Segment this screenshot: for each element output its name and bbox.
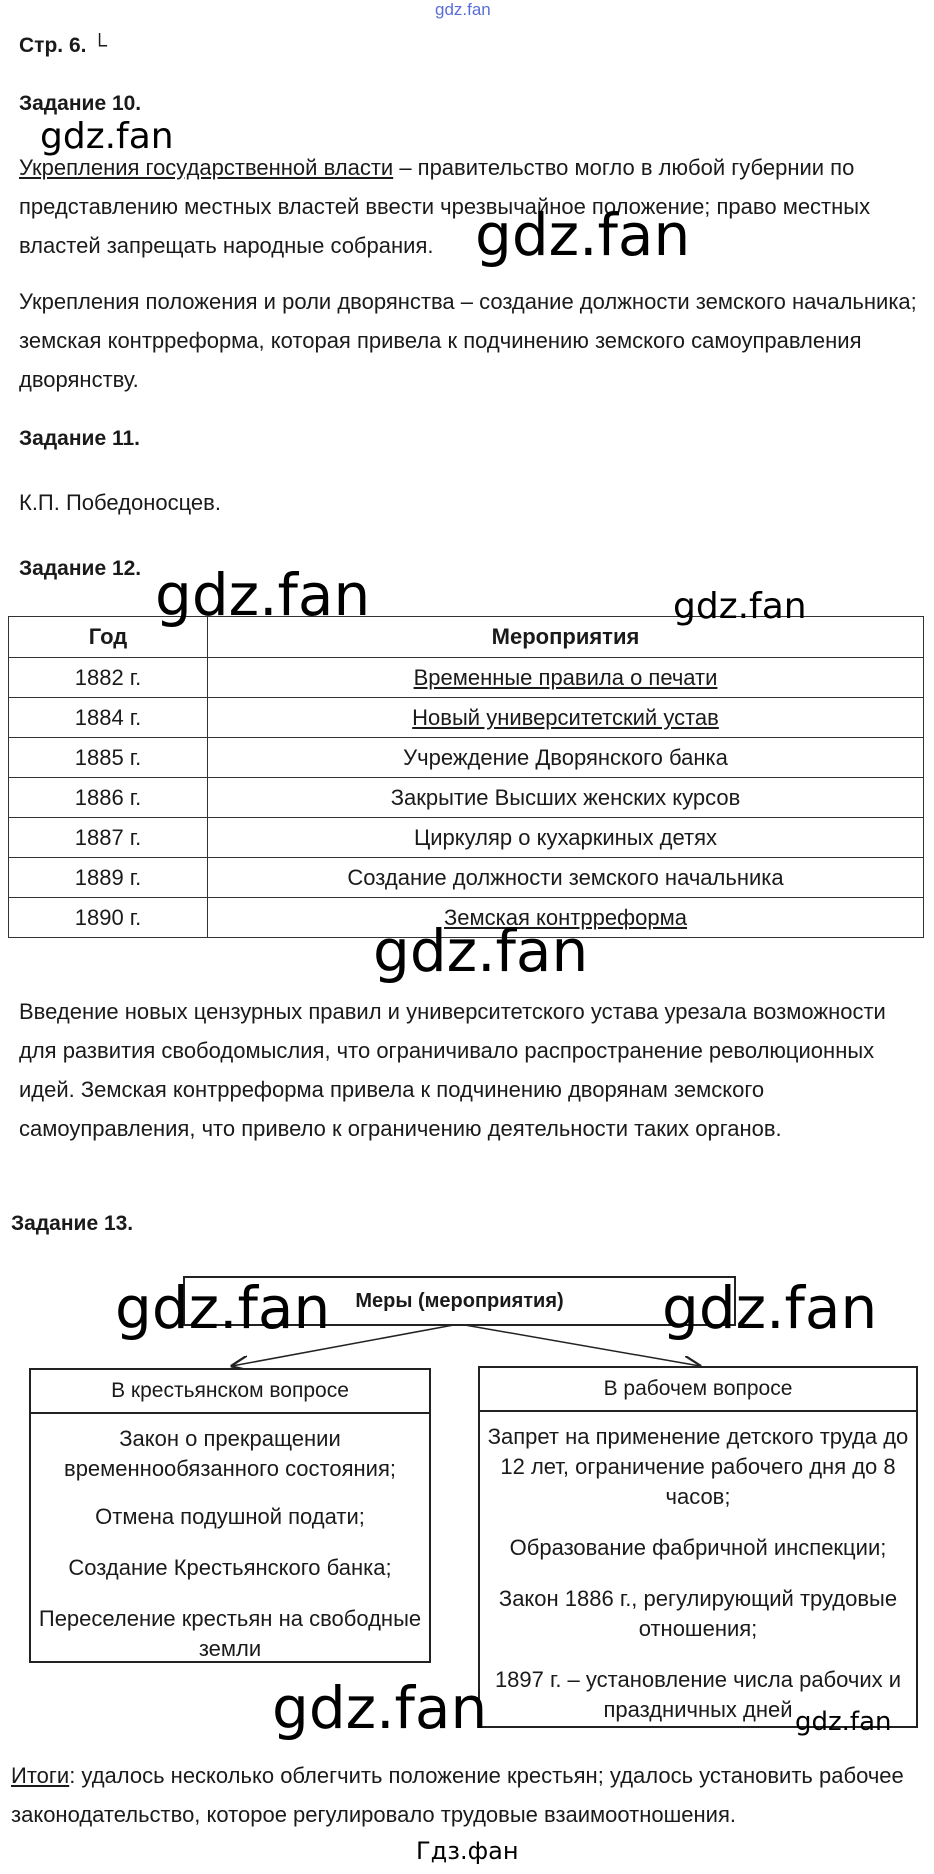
peasant-item: Закон о прекращении временнообязанного состояния; [64, 1426, 396, 1481]
watermark: gdz.fan [475, 201, 691, 269]
watermark: gdz.fan [795, 1707, 892, 1737]
year-cell: 1889 г. [9, 858, 208, 898]
event-cell: Циркуляр о кухаркиных детях [208, 818, 924, 858]
event-cell: Учреждение Дворянского банка [208, 738, 924, 778]
watermark: gdz.fan [373, 917, 589, 985]
task11-heading: Задание 11. [19, 427, 140, 450]
peasant-item: Создание Крестьянского банка; [68, 1555, 392, 1580]
peasant-item: Переселение крестьян на свободные земли [38, 1606, 422, 1661]
worker-question-box [478, 1366, 918, 1728]
year-cell: 1890 г. [9, 898, 208, 938]
year-cell: 1882 г. [9, 658, 208, 698]
event-cell: Создание должности земского начальника [208, 858, 924, 898]
task12-heading: Задание 12. [19, 557, 142, 580]
year-cell: 1885 г. [9, 738, 208, 778]
summary-text: : удалось несколько облегчить положение крестьян; удалось установить рабочее законодательство, которое регулировало трудовые взаимоотношения. [11, 1763, 904, 1827]
measures-root-box: Меры (мероприятия) [183, 1276, 736, 1326]
worker-item: Закон 1886 г., регулирующий трудовые отношения; [498, 1586, 898, 1641]
watermark: gdz.fan [272, 1674, 488, 1742]
year-cell: 1887 г. [9, 818, 208, 858]
watermark-top: gdz.fan [435, 0, 491, 19]
peasant-question-box [29, 1368, 431, 1663]
task10-underlined-term: Укрепления государственной власти [19, 155, 394, 180]
worker-item: Образование фабричной инспекции; [509, 1535, 887, 1560]
year-cell: 1886 г. [9, 778, 208, 818]
task10-heading: Задание 10. [19, 92, 142, 115]
watermark: gdz.fan [673, 586, 807, 627]
peasant-item: Отмена подушной подати; [95, 1504, 365, 1529]
task10-paragraph-2: Укрепления положения и роли дворянства – создание должности земского начальника; земская контрреформа, которая привела к подчинению земского самоуправления дворянству. [19, 289, 917, 392]
page-label: Стр. 6. └ [19, 34, 108, 57]
event-cell: Земская контрреформа [208, 898, 924, 938]
event-cell: Временные правила о печати [208, 658, 924, 698]
year-cell: 1884 г. [9, 698, 208, 738]
column-header-events: Мероприятия [208, 617, 924, 658]
summary-paragraph [11, 1756, 911, 1834]
watermark: gdz.fan [40, 116, 174, 157]
worker-item: Запрет на применение детского труда до 12 лет, ограничение рабочего дня до 8 часов; [487, 1424, 909, 1509]
task13-heading: Задание 13. [11, 1212, 134, 1235]
task10-p1-text: – правительство могло в любой губернии по представлению местных властей ввести чрезвычайное положение; право местных властей запрещать народные собрания. [19, 155, 871, 258]
peasant-box-title: В крестьянском вопросе [31, 1370, 429, 1414]
summary-label: Итоги [11, 1763, 70, 1788]
watermark: gdz.fan [662, 1274, 878, 1342]
watermark: gdz.fan [155, 561, 371, 629]
task11-answer: К.П. Победоносцев. [19, 490, 221, 515]
watermark: gdz.fan [115, 1274, 331, 1342]
event-cell: Закрытие Высших женских курсов [208, 778, 924, 818]
worker-item: 1897 г. – установление числа рабочих и праздничных дней [494, 1667, 902, 1722]
watermark: Гдз.фан [416, 1837, 519, 1865]
event-cell: Новый университетский устав [208, 698, 924, 738]
worker-box-title: В рабочем вопросе [480, 1368, 916, 1412]
task12-conclusion: Введение новых цензурных правил и университетского устава урезала возможности для развития свободомыслия, что ограничивало распространение революционных идей. Земская контрреформа привела к подчинению дворянам земского самоуправления, что привело к ограничению деятельности таких органов. [19, 999, 886, 1141]
column-header-year: Год [9, 617, 208, 658]
